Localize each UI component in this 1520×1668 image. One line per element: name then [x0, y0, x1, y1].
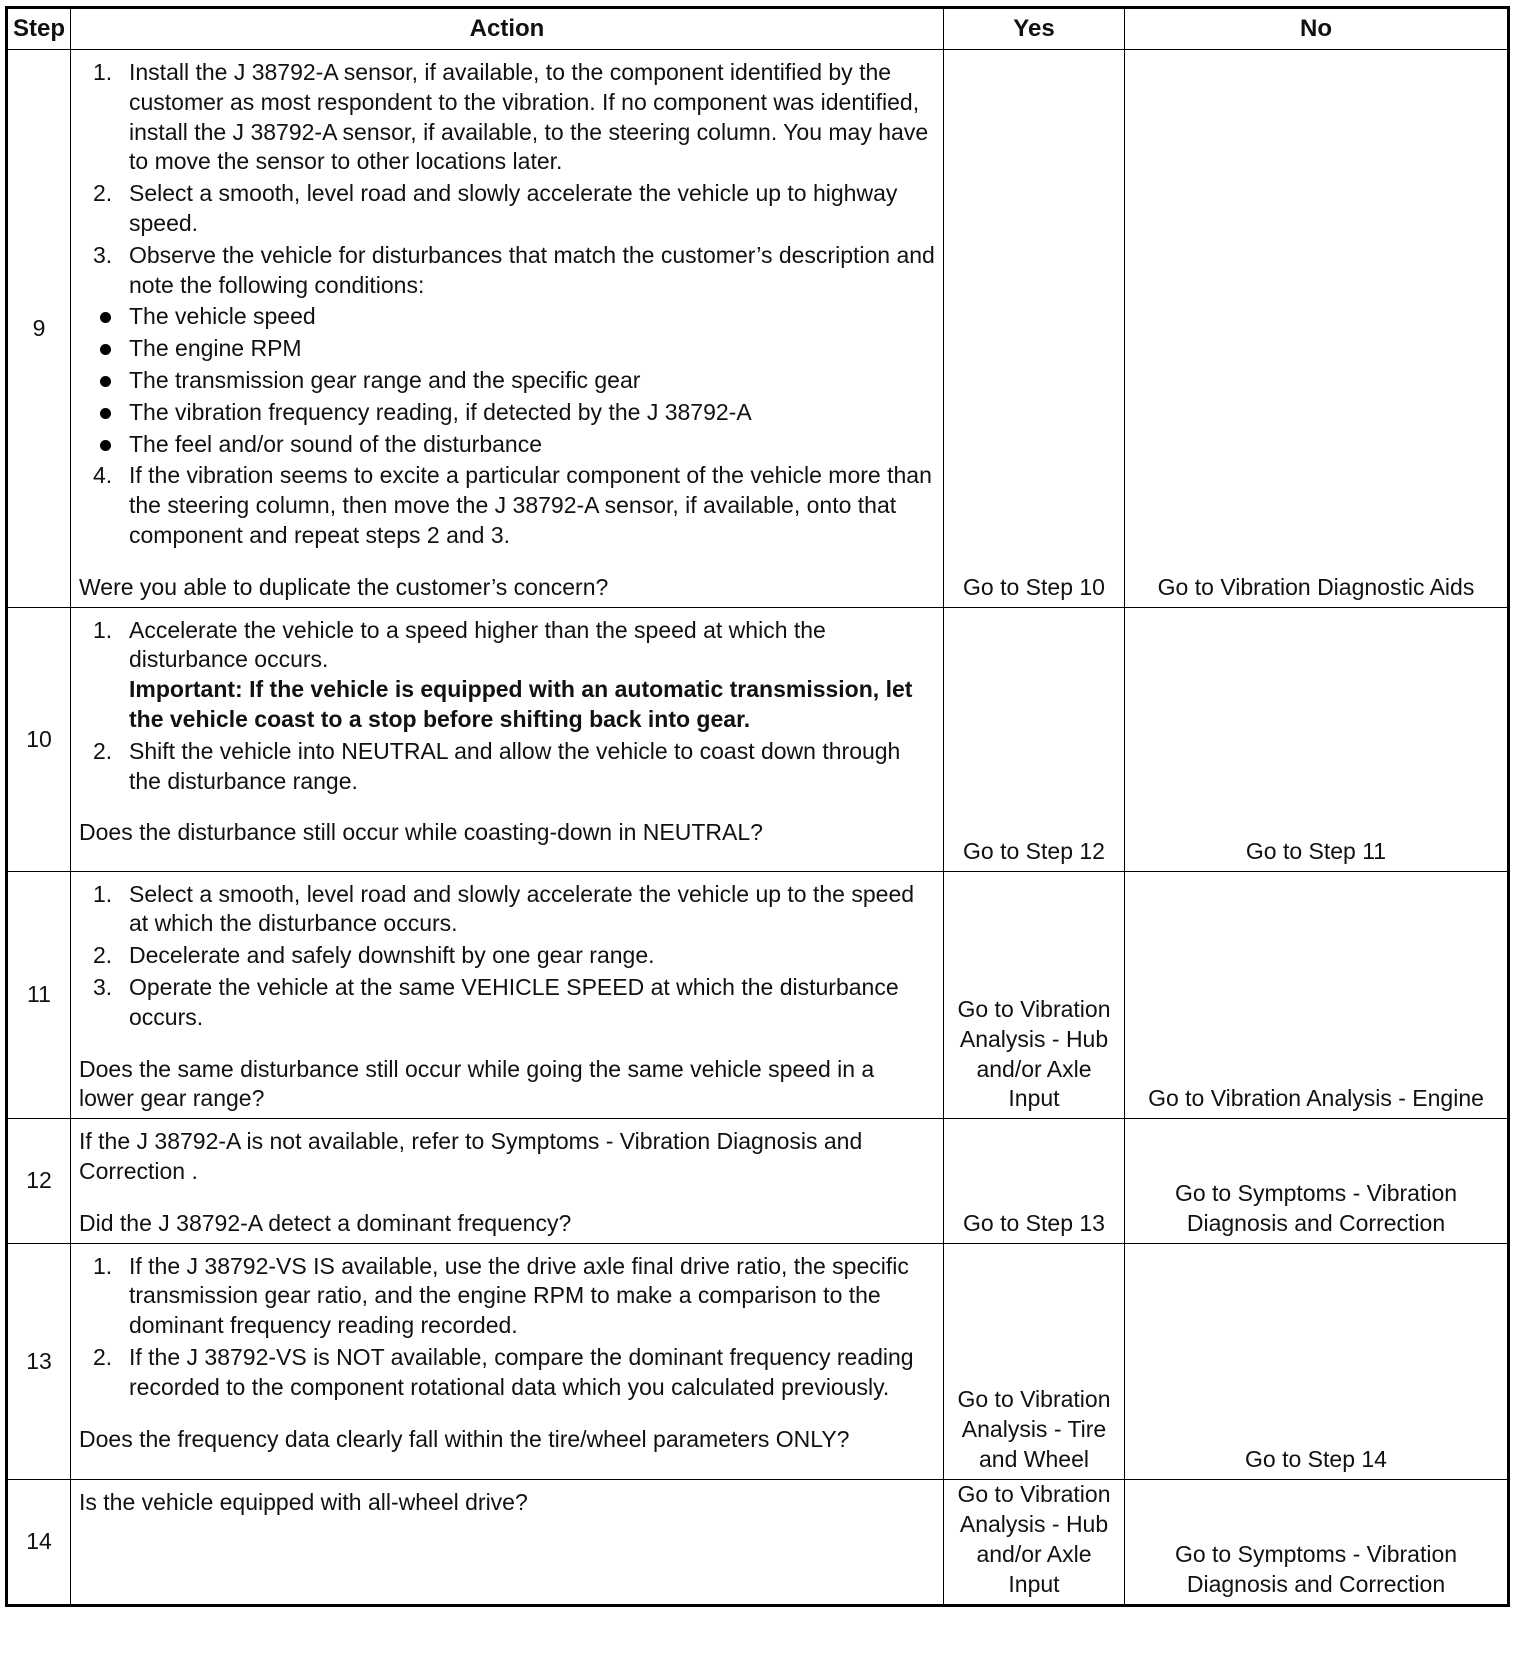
action-cell: [71, 1479, 944, 1605]
yes-result: Go to Step 13: [944, 1119, 1125, 1243]
action-cell: [71, 50, 944, 608]
header-action: Action: [71, 8, 944, 50]
action-cell: [71, 871, 944, 1119]
action-step: 2. If the J 38792-VS is NOT available, compare the dominant frequency reading recorded to the component rotational data which you calculated previously.: [93, 1343, 914, 1400]
condition-item: The engine RPM: [79, 334, 935, 364]
step-number: 14: [7, 1479, 71, 1605]
no-result: Go to Step 14: [1125, 1243, 1509, 1479]
action-step: 1. Select a smooth, level road and slowly accelerate the vehicle up to the speed at which the disturbance occurs.: [93, 880, 915, 937]
yes-result: Go to Step 12: [944, 607, 1125, 871]
action-step: 3. Observe the vehicle for disturbances that match the customer’s description and note the following conditions: The vehicle speed The engine RPM The transmission gear range and the specific gear The vibration frequency reading, if detected by the J 38792-A The feel and/or sound of the disturbance: [79, 241, 935, 460]
action-step: 1. Install the J 38792-A sensor, if available, to the component identified by the customer as most respondent to the vibration. If no component was identified, install the J 38792-A sensor, if available, to the steering column. You may have to move the sensor to other locations later.: [93, 59, 929, 175]
header-step: Step: [7, 8, 71, 50]
question: Does the frequency data clearly fall within the tire/wheel parameters ONLY?: [79, 1425, 850, 1452]
question: Does the disturbance still occur while coasting-down in NEUTRAL?: [79, 819, 763, 846]
action-steps: [79, 880, 935, 1033]
condition-item: The transmission gear range and the specific gear: [79, 366, 935, 396]
action-step: 2. Select a smooth, level road and slowly accelerate the vehicle up to highway speed.: [93, 180, 898, 236]
action-text: If the J 38792-A is not available, refer to Symptoms - Vibration Diagnosis and Correction .: [79, 1128, 863, 1184]
action-step: 2. Shift the vehicle into NEUTRAL and allow the vehicle to coast down through the disturbance range.: [93, 737, 901, 794]
question: Does the same disturbance still occur while going the same vehicle speed in a lower gear range?: [79, 1055, 875, 1112]
condition-item: The vibration frequency reading, if detected by the J 38792-A: [79, 398, 935, 428]
step-number: 12: [7, 1119, 71, 1243]
no-result: Go to Vibration Diagnostic Aids: [1125, 50, 1509, 608]
yes-result: Go to Vibration Analysis - Hub and/or Axle Input: [944, 1479, 1125, 1605]
yes-result: Go to Step 10: [944, 50, 1125, 608]
step-number: 11: [7, 871, 71, 1119]
action-step: 1. If the J 38792-VS IS available, use the drive axle final drive ratio, the specific transmission gear ratio, and the engine RPM to make a comparison to the dominant frequency reading recorded.: [93, 1252, 909, 1339]
step-number: 10: [7, 607, 71, 871]
action-cell: [71, 1243, 944, 1479]
step-row-10: [7, 607, 1509, 871]
action-step: 4. If the vibration seems to excite a particular component of the vehicle more than the steering column, then move the J 38792-A sensor, if available, onto that component and repeat steps 2 and 3.: [93, 462, 932, 548]
step-row-11: [7, 871, 1509, 1119]
action-cell: [71, 607, 944, 871]
action-steps: [79, 58, 935, 551]
no-result: Go to Vibration Analysis - Engine: [1125, 871, 1509, 1119]
action-step: 1. Accelerate the vehicle to a speed higher than the speed at which the disturbance occurs. Important: If the vehicle is equipped with an automatic transmission, let the vehicle coast to a stop before shifting back into gear.: [79, 616, 935, 735]
action-cell: [71, 1119, 944, 1243]
action-steps: [79, 1252, 935, 1403]
no-result: Go to Step 11: [1125, 607, 1509, 871]
question: Is the vehicle equipped with all-wheel drive?: [79, 1488, 528, 1515]
step-row-13: [7, 1243, 1509, 1479]
header-row: [7, 8, 1509, 50]
yes-result: Go to Vibration Analysis - Tire and Wheel: [944, 1243, 1125, 1479]
condition-list: [79, 302, 935, 459]
step-row-9: [7, 50, 1509, 608]
condition-item: The vehicle speed: [79, 302, 935, 332]
step-row-12: [7, 1119, 1509, 1243]
diagnostic-table: [5, 6, 1510, 1607]
step-row-14: [7, 1479, 1509, 1605]
question: Did the J 38792-A detect a dominant frequency?: [79, 1209, 572, 1236]
question: Were you able to duplicate the customer’s concern?: [79, 573, 609, 600]
step-number: 13: [7, 1243, 71, 1479]
action-step: 2. Decelerate and safely downshift by one gear range.: [93, 942, 655, 969]
action-steps: [79, 616, 935, 797]
condition-item: The feel and/or sound of the disturbance: [79, 430, 935, 460]
no-result: Go to Symptoms - Vibration Diagnosis and Correction: [1125, 1479, 1509, 1605]
header-yes: Yes: [944, 8, 1125, 50]
no-result: Go to Symptoms - Vibration Diagnosis and Correction: [1125, 1119, 1509, 1243]
step-number: 9: [7, 50, 71, 608]
important-note: Important: If the vehicle is equipped with an automatic transmission, let the vehicle coast to a stop before shifting back into gear.: [129, 676, 913, 732]
yes-result: Go to Vibration Analysis - Hub and/or Axle Input: [944, 871, 1125, 1119]
header-no: No: [1125, 8, 1509, 50]
action-step: 3. Operate the vehicle at the same VEHICLE SPEED at which the disturbance occurs.: [93, 973, 899, 1030]
